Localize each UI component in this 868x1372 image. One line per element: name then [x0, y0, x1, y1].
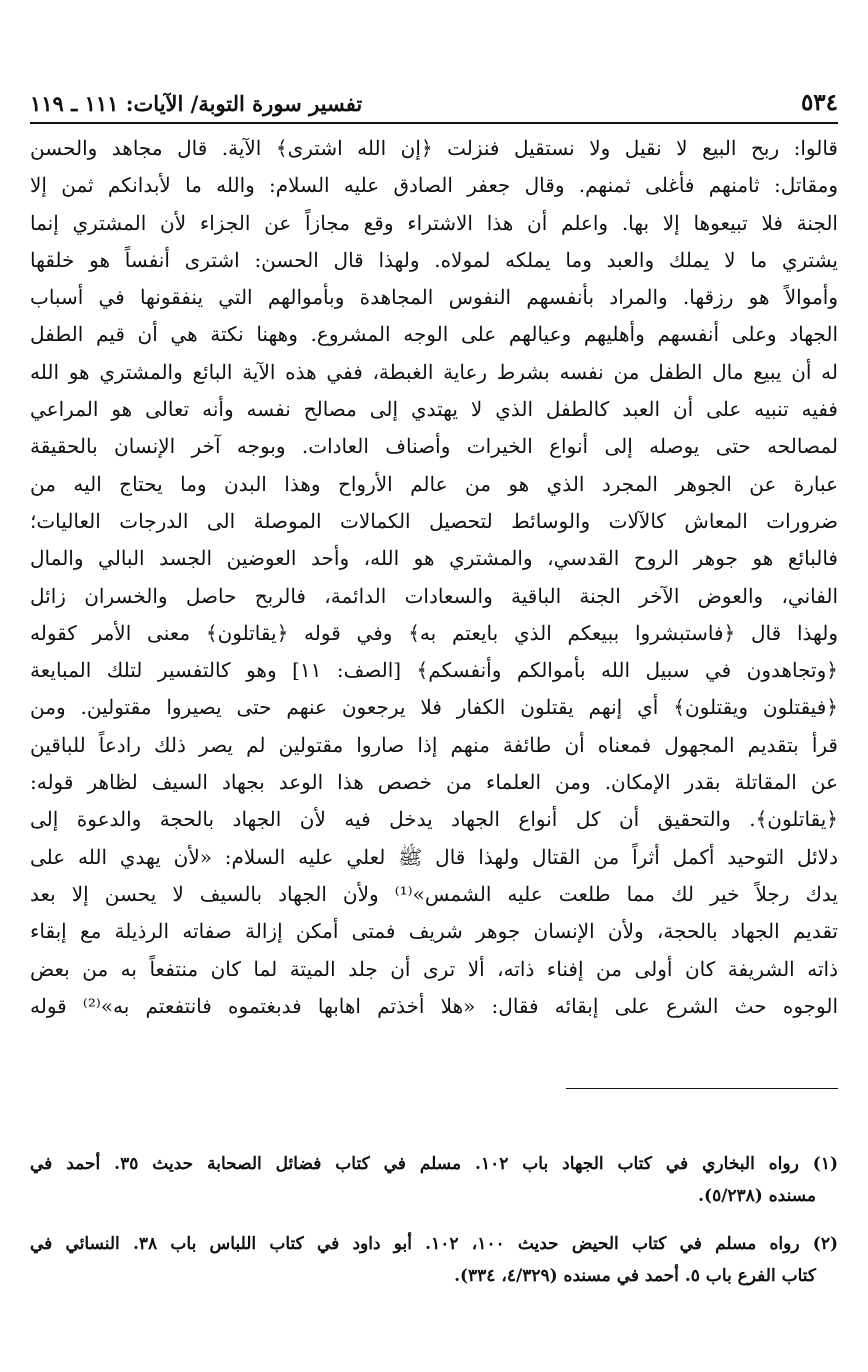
footnote-separator — [566, 1088, 838, 1089]
body-line: عن المقاتلة بقدر الإمكان. ومن العلماء من خصص هذا الوعد بجهاد السيف لظاهر قوله: — [30, 770, 838, 795]
body-line: يشتري ما لا يملك والعبد وما يملكه لمولاه. ولهذا قال الحسن: اشترى أنفساً هو خلقها — [30, 247, 838, 272]
body-line: قرأ بتقديم المجهول فمعناه أن طائفة منهم إذا صاروا مقتولين لم يصر ذلك رادعاً للباقين — [30, 732, 838, 757]
body-line: وأموالاً هو رزقها. والمراد بأنفسهم النفوس المجاهدة وبأموالهم التي ينفقونها في أسباب — [30, 285, 838, 310]
body-line: ضرورات المعاش كالآلات والوسائط لتحصيل الكمالات الموصلة الى الدرجات العاليات؛ — [30, 508, 838, 533]
body-line: ﴿يقاتلون﴾. والتحقيق أن كل أنواع الجهاد يدخل فيه لأن الجهاد بالحجة والدعوة إلى — [30, 807, 838, 832]
body-line: دلائل التوحيد أكمل أثراً من القتال ولهذا قال ﷺ لعلي عليه السلام: «لأن يهدي الله على — [30, 844, 838, 869]
body-line: الجهاد وعلى أنفسهم وأهليهم وعيالهم على الوجه المشروع. وههنا نكتة هي أن قيم الطفل — [30, 322, 838, 347]
body-line: الفاني، والعوض الآخر الجنة الباقية والسعادات الدائمة، فالربح حاصل والخسران زائل — [30, 583, 838, 608]
body-line: فالبائع هو جوهر الروح القدسي، والمشتري هو الله، وأحد العوضين الجسد البالي والمال — [30, 546, 838, 571]
body-line: ﴿وتجاهدون في سبيل الله بأموالكم وأنفسكم﴾ [الصف: ١١] وهو كالتفسير لتلك المبايعة — [30, 658, 838, 683]
footnote-2 — [30, 1228, 838, 1292]
body-line: له أن يبيع مال الطفل من نفسه بشرط رعاية الغبطة، ففي هذه الآية البائع والمشتري هو الله — [30, 359, 838, 384]
footnote-line: مسنده (٥/٢٣٨). — [698, 1186, 816, 1206]
page-header — [30, 80, 838, 116]
body-text — [30, 130, 838, 1025]
body-line: ففيه تنبيه على أن العبد كالطفل الذي لا يهتدي إلى مصالح نفسه وأنه تعالى هو المراعي — [30, 397, 838, 422]
body-line: الوجوه حث الشرع على إبقائه فقال: «هلا أخذتم اهابها فدبغتموه فانتفعتم به»⁽²⁾ قوله — [30, 993, 838, 1018]
body-line: عبارة عن الجوهر المجرد الذي هو من عالم الأرواح وهذا البدن وما يحتاج اليه من — [30, 471, 838, 496]
body-line: ولهذا قال ﴿فاستبشروا ببيعكم الذي بايعتم به﴾ وفي قوله ﴿يقاتلون﴾ معنى الأمر كقوله — [30, 620, 838, 645]
running-title: تفسير سورة التوبة/ الآيات: ١١١ ـ ١١٩ — [30, 91, 363, 116]
footnote-1 — [30, 1148, 838, 1212]
footnote-line: كتاب الفرع باب ٥. أحمد في مسنده (٤/٣٢٩، ٣٣٤). — [454, 1266, 816, 1286]
body-line: تقديم الجهاد بالحجة، ولأن الإنسان جوهر شريف فمتى أمكن إزالة صفاته الرذيلة مع إبقاء — [30, 919, 838, 944]
body-line: ﴿فيقتلون ويقتلون﴾ أي إنهم يقتلون الكفار فلا يرجعون عنهم حتى يصيروا مقتولين. ومن — [30, 695, 838, 720]
body-line: لمصالحه حتى يوصله إلى أنواع الخيرات وأصناف العادات. وبوجه آخر الإنسان بالحقيقة — [30, 434, 838, 459]
body-line: ومقاتل: ثامنهم فأغلى ثمنهم. وقال جعفر الصادق عليه السلام: والله ما لأبدانكم ثمن إلا — [30, 173, 838, 198]
page-number: ٥٣٤ — [800, 89, 838, 116]
body-line: قالوا: ربح البيع لا نقيل ولا نستقيل فنزلت ﴿إن الله اشترى﴾ الآية. قال مجاهد والحسن — [30, 136, 838, 160]
footnote-line: (٢) رواه مسلم في كتاب الحيض حديث ١٠٠، ١٠٢. أبو داود في كتاب اللباس باب ٣٨. النسائي في — [30, 1234, 838, 1254]
footnote-line: (١) رواه البخاري في كتاب الجهاد باب ١٠٢. مسلم في كتاب فضائل الصحابة حديث ٣٥. أحمد في — [30, 1154, 838, 1174]
body-line: ذاته الشريفة كان أولى من إفناء ذاته، ألا ترى أن جلد الميتة لما كان منتفعاً به من بعض — [30, 956, 838, 981]
header-rule — [30, 122, 838, 124]
footnotes — [30, 1148, 838, 1308]
body-line: يدك رجلاً خير لك مما طلعت عليه الشمس»⁽¹⁾ ولأن الجهاد بالسيف لا يحسن إلا بعد — [30, 881, 838, 906]
body-line: الجنة فلا تبيعوها إلا بها. واعلم أن هذا الاشتراء وقع مجازاً عن الجزاء لأن المشتري إنما — [30, 210, 838, 235]
